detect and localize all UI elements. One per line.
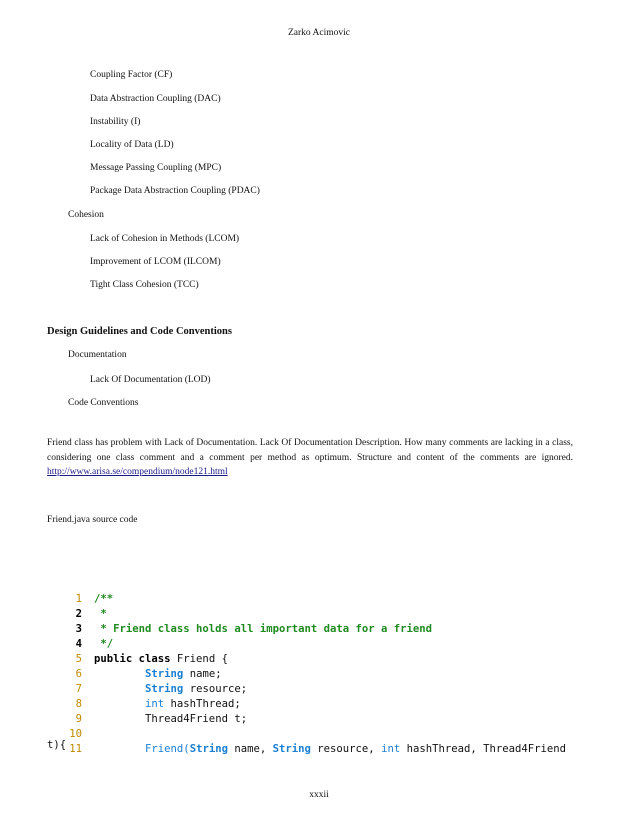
line-number: 5 bbox=[75, 653, 82, 665]
code-type: String bbox=[145, 683, 184, 695]
line-number: 8 bbox=[75, 698, 82, 710]
code-line bbox=[47, 593, 113, 607]
list-item-tcc: Tight Class Cohesion (TCC) bbox=[90, 280, 199, 290]
list-item-lod: Lack Of Documentation (LOD) bbox=[90, 375, 211, 385]
list-item-data-abstraction-coupling: Data Abstraction Coupling (DAC) bbox=[90, 94, 221, 104]
list-item-coupling-factor: Coupling Factor (CF) bbox=[90, 70, 173, 80]
compendium-link[interactable]: http://www.arisa.se/compendium/node121.html bbox=[47, 467, 228, 477]
list-item-message-passing-coupling: Message Passing Coupling (MPC) bbox=[90, 163, 222, 173]
list-item-locality-of-data: Locality of Data (LD) bbox=[90, 140, 174, 150]
code-comment: /** bbox=[94, 593, 114, 605]
line-number: 6 bbox=[75, 668, 82, 680]
code-type: String bbox=[189, 743, 228, 755]
code-type: int bbox=[145, 698, 165, 710]
code-text: Friend { bbox=[170, 653, 228, 665]
code-text: Thread4Friend t; bbox=[145, 713, 248, 725]
list-item-lcom: Lack of Cohesion in Methods (LCOM) bbox=[90, 234, 240, 244]
paragraph-text: Friend class has problem with Lack of Documentation. Lack Of Documentation Description. How many comments are lacking in a class, considering one class comment and a comment per method as optimum. Structure and content of the comments are ignored. bbox=[47, 438, 573, 463]
code-line bbox=[47, 668, 222, 682]
description-paragraph bbox=[47, 436, 573, 480]
line-number: 1 bbox=[75, 593, 82, 605]
line-number: 3 bbox=[75, 623, 82, 635]
line-number: 7 bbox=[75, 683, 82, 695]
code-text: resource; bbox=[183, 683, 248, 695]
code-type: int bbox=[381, 743, 401, 755]
code-text: hashThread, Thread4Friend bbox=[400, 743, 567, 755]
list-item-package-data-abstraction-coupling: Package Data Abstraction Coupling (PDAC) bbox=[90, 186, 260, 196]
code-comment: * Friend class holds all important data for a friend bbox=[94, 623, 433, 635]
section-cohesion: Cohesion bbox=[68, 210, 104, 220]
code-text: hashThread; bbox=[164, 698, 241, 710]
page-header-author: Zarko Acimovic bbox=[288, 28, 350, 38]
code-line bbox=[47, 608, 107, 622]
code-text: resource, bbox=[310, 743, 382, 755]
section-code-conventions: Code Conventions bbox=[68, 398, 139, 408]
source-code-label: Friend.java source code bbox=[47, 515, 138, 525]
code-comment: */ bbox=[94, 638, 114, 650]
line-number: 9 bbox=[75, 713, 82, 725]
list-item-instability: Instability (I) bbox=[90, 117, 141, 127]
code-wrapped-line: t){ bbox=[47, 739, 67, 751]
code-text: name, bbox=[227, 743, 273, 755]
code-comment: * bbox=[94, 608, 107, 620]
list-item-ilcom: Improvement of LCOM (ILCOM) bbox=[90, 257, 221, 267]
code-line bbox=[47, 698, 241, 712]
code-text: name; bbox=[183, 668, 222, 680]
code-line bbox=[47, 638, 113, 652]
code-line bbox=[47, 683, 247, 697]
code-line bbox=[47, 713, 247, 727]
code-line bbox=[47, 623, 432, 637]
line-number: 11 bbox=[69, 743, 82, 755]
code-line bbox=[47, 743, 566, 757]
code-keyword: public class bbox=[94, 653, 171, 665]
line-number: 10 bbox=[69, 728, 82, 740]
line-number: 4 bbox=[75, 638, 82, 650]
code-method: Friend( bbox=[145, 743, 190, 755]
code-type: String bbox=[272, 743, 311, 755]
line-number: 2 bbox=[75, 608, 82, 620]
section-heading-design-guidelines: Design Guidelines and Code Conventions bbox=[47, 326, 232, 337]
page-number: xxxii bbox=[309, 790, 329, 800]
code-type: String bbox=[145, 668, 184, 680]
section-documentation: Documentation bbox=[68, 350, 127, 360]
code-line bbox=[47, 653, 228, 667]
